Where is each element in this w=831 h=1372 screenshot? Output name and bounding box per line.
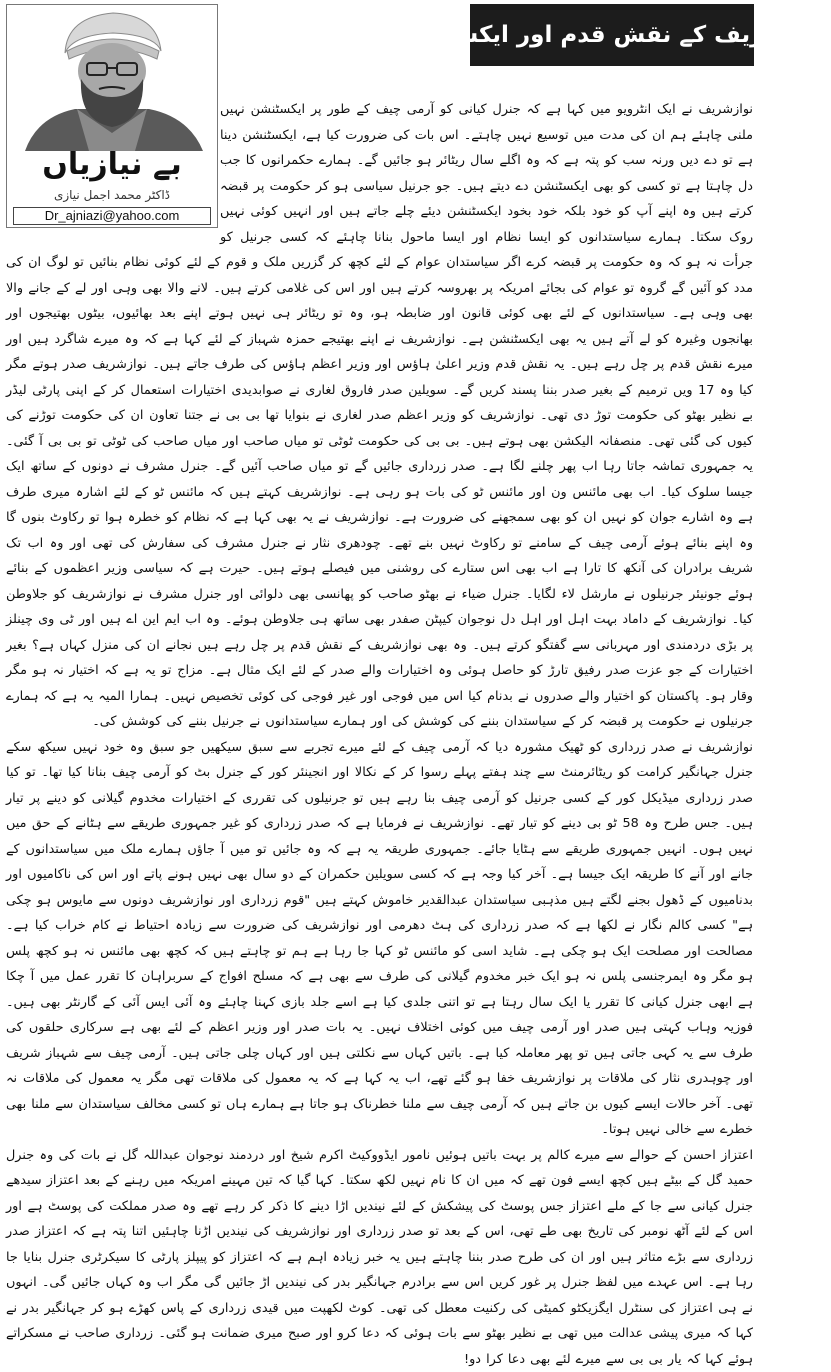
- article-paragraph: نوازشریف نے ایک انٹرویو میں کہا ہے کہ جنرل کیانی کو آرمی چیف کے طور پر ایکسٹنشن نہیں ملنی چاہئے ہم ان کی مدت میں توسیع نہیں چاہتے۔ اس بات کی ضرورت کیا ہے، ایکسٹنشن دینا ہے تو دے دیں ورنہ سب کو پتہ ہے کہ وہ اگلے سال ریٹائر ہو جائیں گے۔ ہمارے حکمرانوں کا جب دل چاہتا ہے تو کسی کو بھی ایکسٹنشن دے دیتے ہیں۔ جو جرنیل سیاسی ہو کر حکومت پر قبضہ کرتے ہیں وہ اپنے آپ کو خود بلکہ خود بخود ایکسٹنشن دیئے چلے جاتے ہیں اور انہیں کوئی نہیں روک سکتا۔ ہمارے سیاستدانوں کو ایسا نظام اور ایسا ماحول بنانا چاہئے کہ کسی جرنیل کو جرأت نہ ہو کہ وہ حکومت پر قبضہ کرے اگر سیاستدان عوام کے لئے کچھ کر گزریں ملک و قوم کے لئے کوئی نظام بنائیں تو لوگ ان کی مدد کو آئیں گے گروہ تو عوام کی بجائے امریکہ پر بھروسہ کرتے ہیں اور اس کی غلامی کرتے ہیں۔ لانے والا بھی وہی اور لے کے جانے والا بھی وہی ہے۔ سیاستدانوں کے لئے بھی کوئی قانون اور ضابطہ ہو، وہ تو ریٹائر ہی نہیں ہوتے اپنے بعد بھائیوں، بیٹوں بھتیجوں اور بھانجوں وغیرہ کو لے آتے ہیں یہ بھی ایکسٹنشن ہے۔ نوازشریف نے اپنے بھتیجے حمزہ شہباز کے لئے کہا ہے کہ وہ میرے شاگرد ہیں اور میرے نقش قدم پر چل رہے ہیں۔ یہ نقش قدم وزیر اعلیٰ ہاؤس اور وزیر اعظم ہاؤس کی طرف جاتے ہیں۔ نوازشریف صدر ہوتے مگر کیا وہ 17 ویں ترمیم کے بغیر صدر بننا پسند کریں گے۔ سویلین صدر فاروق لغاری نے صوابدیدی اختیارات استعمال کر کے اپنی پارٹی لیڈر بے نظیر بھٹو کی حکومت توڑ دی تھی۔ نوازشریف کو وزیر اعظم صدر لغاری نے بنوایا تھا بی بی نے جتنا تعاون ان کی حکومت توڑنے کی کیوں کی گئی تھی۔ منصفانہ الیکشن بھی ہوتے ہیں۔ بی بی کی حکومت ٹوٹی تو میاں صاحب اور میاں صاحب کی ٹوٹی تو بی بی آ گئی۔ یہ جمہوری تماشہ جاتا رہا اب پھر چلنے لگا ہے۔ صدر زرداری جائیں گے تو میاں صاحب آئیں گے۔ جنرل مشرف نے دونوں کے ساتھ ایک جیسا سلوک کیا۔ اب بھی مائنس ون اور مائنس ٹو کی بات ہو رہی ہے۔ نوازشریف کہتے ہیں کہ مائنس ٹو کے لئے اشارہ میری طرف ہے وہ اشارے جوان کو نہیں ان کو بھی سمجھنے کی ضرورت ہے۔ نوازشریف نے یہ بھی کہا ہے کہ نظام کو خطرہ ہوا تو رکاوٹ بنوں گا وہ اپنے بنائے ہوئے آرمی چیف کے سامنے تو رکاوٹ نہیں بنے تھے۔ چودھری نثار نے جنرل مشرف کی سفارش کی تھی اور وہ اب تک شریف برادران کی آنکھ کا تارا ہے اب بھی اس ستارے کی روشنی میں فیصلے ہوتے ہیں۔ حیرت ہے کہ سیاسی وزیر اعظموں کے بنائے ہوئے جونیئر جرنیلوں نے مارشل لاء لگایا۔ جنرل ضیاء نے بھٹو صاحب کو پھانسی بھی دلوائی اور جنرل مشرف نے نوازشریف کو جلاوطن کیا۔ نوازشریف کے داماد بہت اہل اور اہل دل نوجوان کیپٹن صفدر بھی ساتھ ہی جلاوطن ہوئے۔ وہ اب ایم این اے ہیں اور ٹی وی چینلز پر بڑی دردمندی اور مہربانی سے گفتگو کرتے ہیں۔ وہ بھی نوازشریف کے نقش قدم پر چل رہے ہیں نجانے ان کی منزل کہاں ہے؟ بغیر اختیارات کے جو عزت صدر رفیق تارڑ کو حاصل ہوئی وہ اختیارات والے صدر کے لئے ایک مثال ہے۔ مزاج تو یہ ہے کہ اختیار نہ ہو مگر وقار ہو۔ پاکستان کو اختیار والے صدروں نے بدنام کیا اس میں فوجی اور غیر فوجی کی کوئی تخصیص نہیں۔ ہمارا المیہ یہ ہے کہ ہمارے جرنیلوں نے حکومت پر قبضہ کر کے سیاستدان بننے کی کوشش کی اور ہمارے سیاستدانوں نے جرنیل بننے کی کوشش کی۔: [6, 97, 753, 735]
- article-paragraph: اعتزاز احسن کے حوالے سے میرے کالم پر بہت باتیں ہوئیں نامور ایڈووکیٹ اکرم شیخ اور دردمند نوجوان عبداللہ گل نے بات کی وہ جنرل حمید گل کے بیٹے ہیں کچھ ایسے فون تھے کہ میں ان کا نام نہیں لکھ سکتا۔ کہا گیا کہ تین مہینے امریکہ میں رہنے کے بعد اعتزاز سیدھے جنرل کیانی سے جا کے ملے اعتزاز جس پوسٹ کی پیشکش کے لئے نیندیں اڑا دینے کا ذکر کر رہے تھے وہ صدر مملکت کی پوسٹ ہے اور اس کے لئے آٹھ نومبر کی تاریخ بھی طے تھی، اس کے بعد تو صدر زرداری اور نوازشریف کی نیندیں اڑنا چاہئیں اتنا پتہ ہے کہ اعتزاز صدر زرداری سے بڑے متاثر ہیں اور ان کی طرح صدر بننا چاہتے ہیں یہ خبر زیادہ اہم ہے کہ اعتزاز کو پیپلز پارٹی کا سیکرٹری جنرل بنایا جا رہا ہے۔ اس عہدے میں لفظ جنرل پر غور کریں اس سے برادرم جہانگیر بدر کی نیندیں اڑ جائیں گی مگر اب وہ کہاں جائیں گی۔ انہوں نے ہی اعتزاز کی سنٹرل ایگزیکٹو کمیٹی کی رکنیت معطل کی تھی۔ کوٹ لکھپت میں قیدی زرداری کے پاس کھڑے ہو کر جہانگیر بدر نے کہا کہ میری پیشی عدالت میں تھی بے نظیر بھٹو سے بات ہوئی کہ دعا کرو اور صبح میری ضمانت ہو گئی۔ زرداری صاحب نے مسکراتے ہوئے کہا کہ یار بی بی سے میرے لئے بھی دعا کرا دو!: [6, 1143, 753, 1372]
- author-name: ڈاکٹر محمد اجمل نیازی: [7, 188, 217, 202]
- article-body: [6, 97, 753, 1325]
- headline-title: نوازشریف کے نقش قدم اور ایکسٹنشن: [393, 22, 831, 48]
- columnist-box: [6, 4, 218, 228]
- column-name: بے نیازیاں: [7, 147, 217, 182]
- author-portrait: [7, 5, 217, 151]
- article-paragraph: نوازشریف نے صدر زرداری کو ٹھیک مشورہ دیا کہ آرمی چیف کے لئے میرے تجربے سے سبق سیکھیں جو سبق وہ خود نہیں سیکھ سکے جنرل جہانگیر کرامت کو ریٹائرمنٹ سے چند ہفتے پہلے رسوا کر کے نکالا اور انجینئر کور کے جنرل بٹ کو آرمی چیف بنانا کیا تھا۔ تو کیا صدر زرداری میڈیکل کور کے کسی جرنیل کو آرمی چیف بنا رہے ہیں تو جرنیلوں کی تقرری کے اختیارات مخدوم گیلانی کو دینے پر تیار ہیں۔ جس طرح وہ 58 ٹو بی دینے کو تیار تھے۔ نوازشریف نے فرمایا ہے کہ صدر زرداری کو غیر جمہوری طریقے سے ہٹانے کے حق میں نہیں ہوں۔ انہیں جمہوری طریقے سے ہٹایا جائے۔ جمہوری طریقہ یہ ہے کہ وہ جائیں تو میں آ جاؤں ہمارے ملک میں سیاستدانوں کے جانے اور آنے کا طریقہ ایک جیسا ہے۔ آخر کیا وجہ ہے کہ کسی سویلین حکمران کے دو سال بھی نہیں ہونے پاتے اور اس کی ناکامیوں اور بدنامیوں کے ڈھول بجنے لگتے ہیں مذہبی سیاستدان عبدالقدیر خاموش کہتے ہیں "قوم زرداری اور نوازشریف دونوں سے مایوس ہو چکی ہے" کسی کالم نگار نے لکھا ہے کہ صدر زرداری کی ہٹ دھرمی اور نوازشریف کی ضرورت سے زیادہ احتیاط نے کام خراب کیا ہے۔ مصالحت اور مصلحت ایک ہو چکی ہے۔ شاید اسی کو مائنس ٹو کہا جا رہا ہے ہم تو چاہتے ہیں کہ کچھ بھی مائنس نہ ہو کچھ پلس ہو مگر وہ ایمرجنسی پلس نہ ہو ایک خبر مخدوم گیلانی کی طرف سے بھی ہے کہ مسلح افواج کے سربراہان کا تقرر عمل میں آ چکا ہے ابھی جنرل کیانی کا تقرر یا ایک سال رہتا ہے تو اتنی جلدی کیا ہے اسے جلد بازی کہنا چاہئے وہ آئی ایس آئی کے گارنٹر بھی ہیں۔ فوزیہ وہاب کہتی ہیں صدر اور آرمی چیف میں کوئی اختلاف نہیں۔ یہ بات صدر اور وزیر اعظم کے لئے بھی ہے سرکاری حلقوں کی طرف سے یہ کہی جاتی ہیں تو پھر معاملہ کیا ہے۔ باتیں کہاں سے نکلتی ہیں اور کہاں چلی جاتی ہیں۔ آرمی چیف سے شہباز شریف اور چوہدری نثار کی ملاقات پر نوازشریف خفا ہو گئے تھے، اب یہ کہا ہے کہ یہ معمول کی ملاقات تھی مگر یہ معمول کی ملاقات نہ تھی۔ آخر حالات ایسے کیوں بن جاتے ہیں کہ آرمی چیف سے ملنا خطرناک ہو جاتا ہے ہمارے ہاں تو کسی مخالف سیاستدان سے ملنا بھی خطرے سے خالی نہیں ہوتا۔: [6, 735, 753, 1143]
- author-email[interactable]: Dr_ajniazi@yahoo.com: [13, 207, 211, 225]
- headline-banner: [470, 4, 754, 66]
